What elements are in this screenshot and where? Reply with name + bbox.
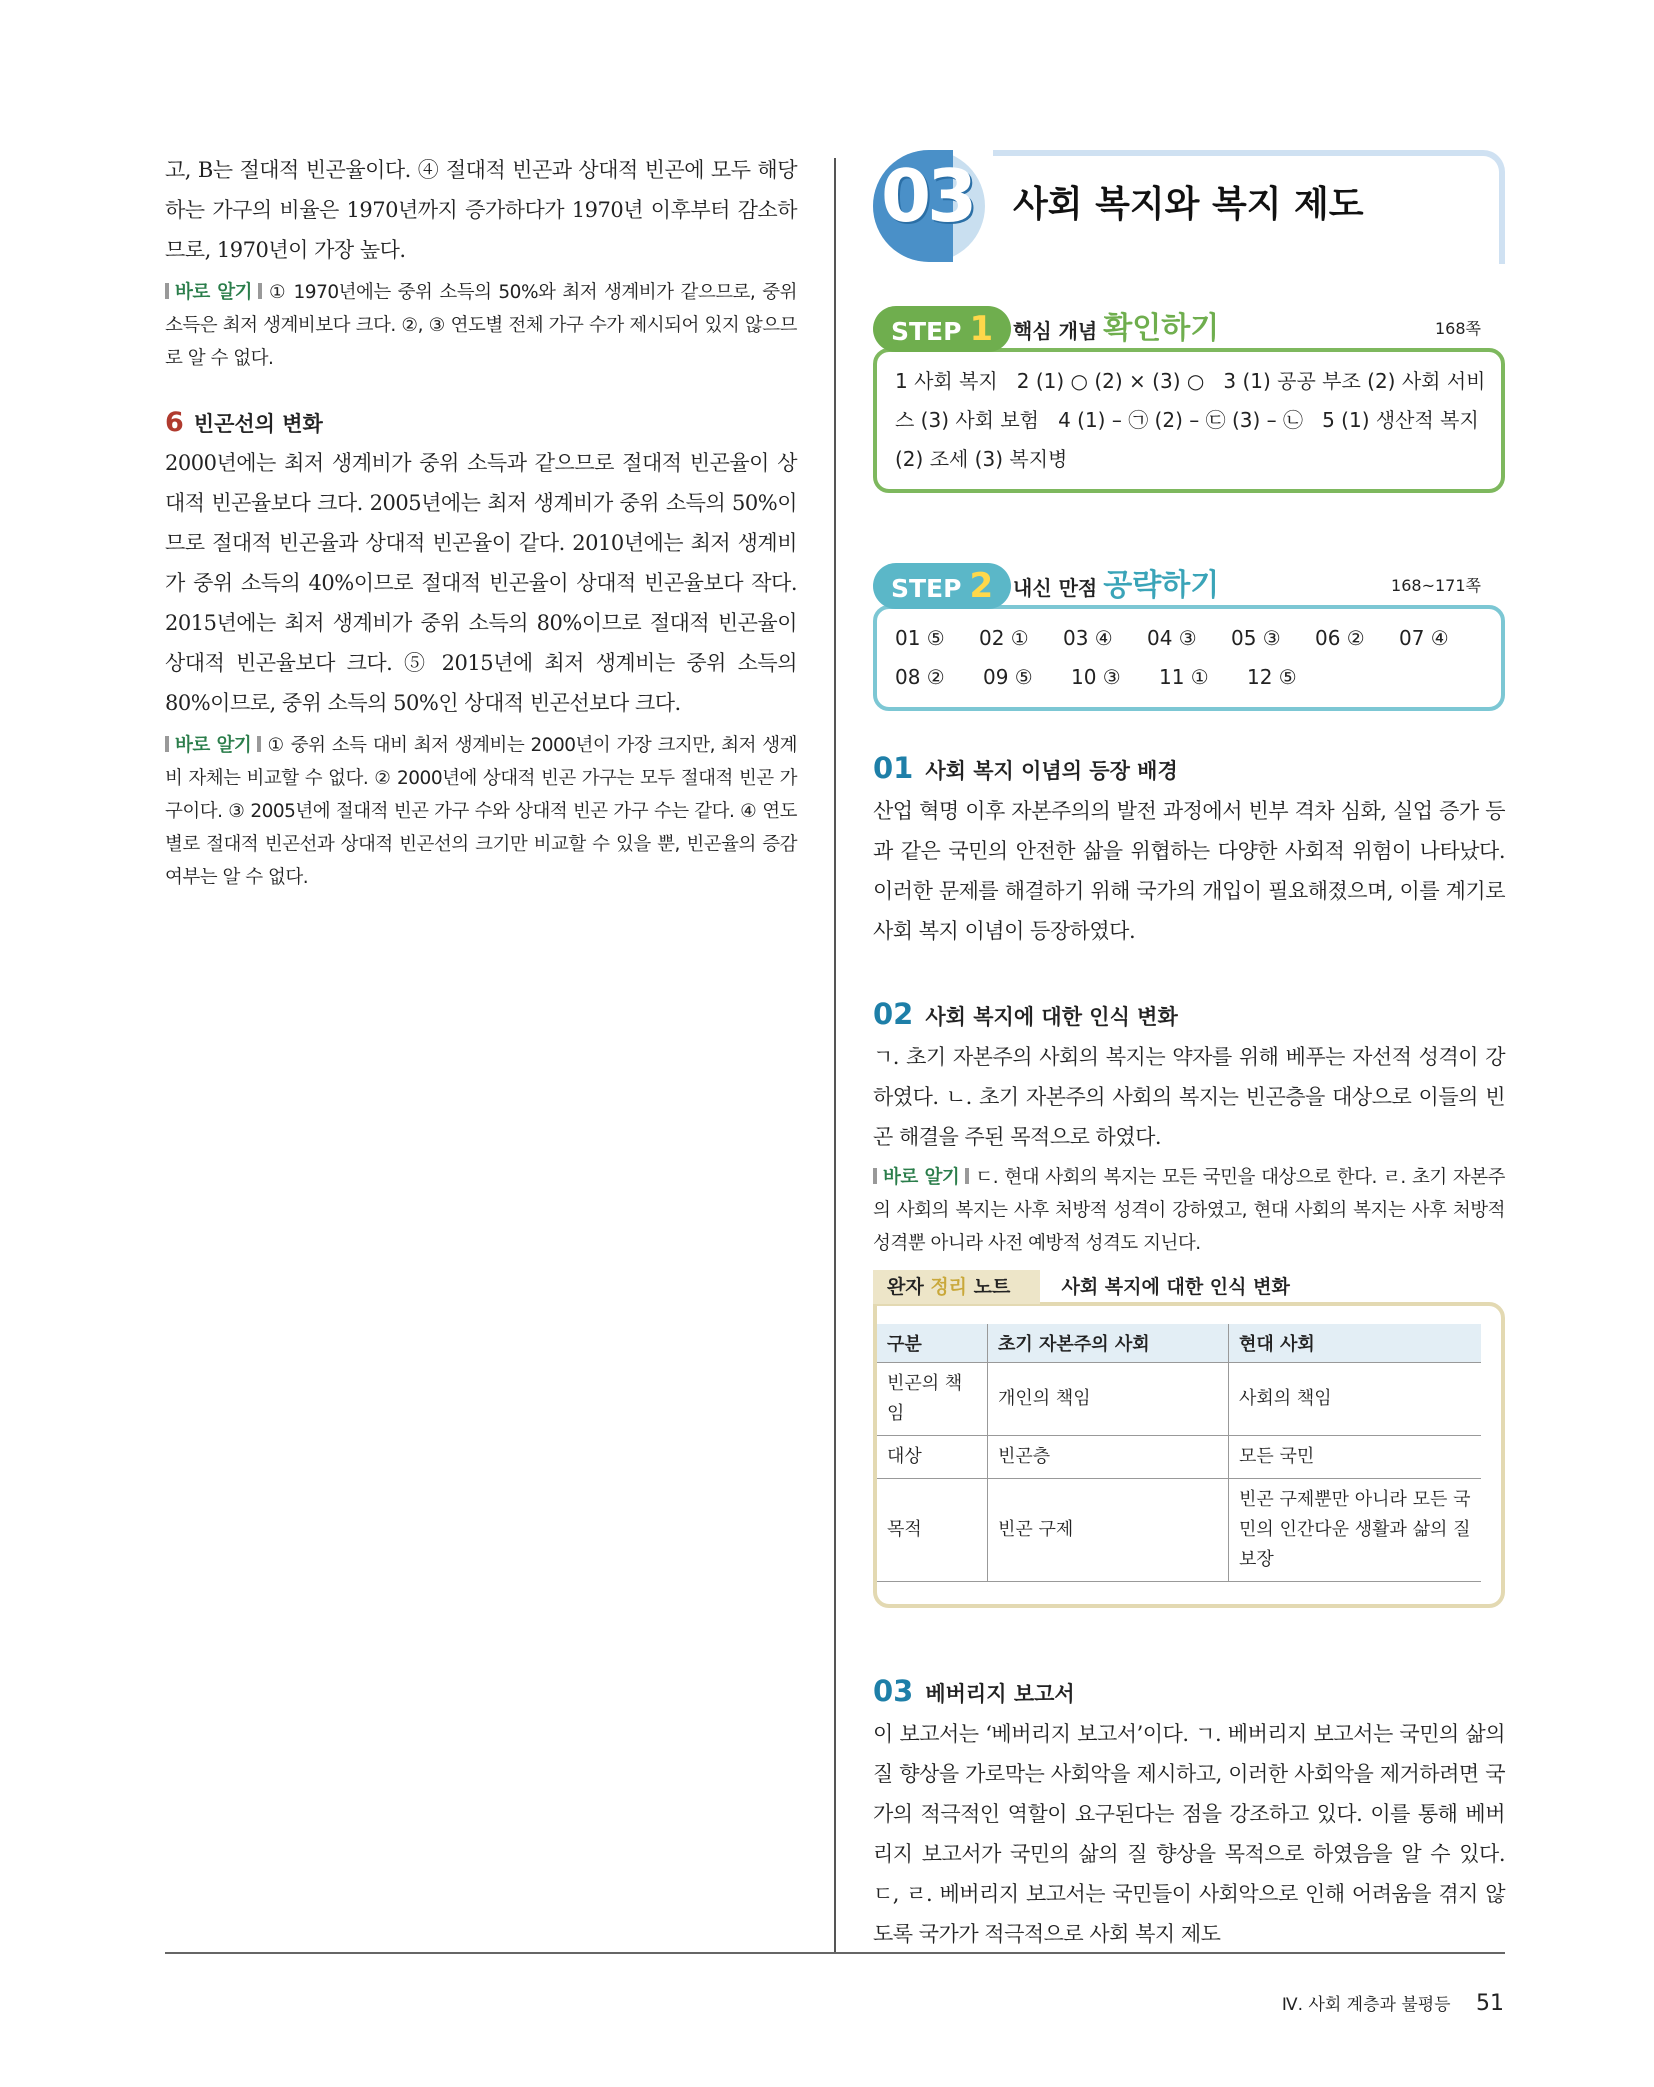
table-cell: 대상 <box>877 1436 988 1479</box>
step-2-panel <box>873 563 1505 711</box>
chapter-number: 03 <box>881 154 974 238</box>
answer-item: 02 ① <box>979 626 1029 650</box>
answer-item: 07 ④ <box>1399 626 1449 650</box>
answer-item: 11 ① <box>1159 665 1209 689</box>
table-cell: 빈곤 구제 <box>988 1479 1229 1582</box>
question-02-heading <box>873 991 1505 1037</box>
left-column <box>165 150 797 894</box>
step-1-label: 핵심 개념 확인하기 <box>1013 311 1220 346</box>
table-cell: 빈곤층 <box>988 1436 1229 1479</box>
question-03-title: 베버리지 보고서 <box>925 1682 1075 1706</box>
step-2-pill: STEP 2 <box>873 563 1011 609</box>
answer-item: 12 ⑤ <box>1247 665 1297 689</box>
note-card-box <box>873 1302 1505 1608</box>
note-card-subtitle: 사회 복지에 대한 인식 변화 <box>1061 1276 1290 1298</box>
right-column <box>873 150 1505 1954</box>
question-01-title: 사회 복지 이념의 등장 배경 <box>925 759 1178 783</box>
question-02-note-text: ㄷ. 현대 사회의 복지는 모든 국민을 대상으로 한다. ㄹ. 초기 자본주의 사회의 복지는 사후 처방적 성격이 강하였고, 현대 사회의 복지는 사후 처방적 성격뿐 아니라 사전 예방적 성격도 지닌다. <box>873 1167 1505 1254</box>
step-1-line-3: (2) 조세 (3) 복지병 <box>895 447 1068 471</box>
summary-note-card <box>873 1270 1505 1608</box>
step-1-number: 1 <box>969 309 994 349</box>
table-cell: 개인의 책임 <box>988 1363 1229 1436</box>
table-cell: 빈곤 구제뿐만 아니라 모든 국민의 인간다운 생활과 삶의 질 보장 <box>1229 1479 1482 1582</box>
answer-item: 03 ④ <box>1063 626 1113 650</box>
table-row <box>877 1479 1481 1582</box>
answer-item: 09 ⑤ <box>983 665 1033 689</box>
footer-chapter: Ⅳ. 사회 계층과 불평등 <box>1281 1995 1451 2015</box>
table-cell: 모든 국민 <box>1229 1436 1482 1479</box>
answer-item: 08 ② <box>895 665 945 689</box>
intro-note-text: ① 1970년에는 중위 소득의 50%와 최저 생계비가 같으므로, 중위 소득은 최저 생계비보다 크다. ②, ③ 연도별 전체 가구 수가 제시되어 있지 않으므로 알 수 없다. <box>165 282 797 369</box>
correction-badge: 바로 알기 <box>165 282 262 303</box>
answers-row-1 <box>895 619 1483 658</box>
step-1-panel <box>873 306 1505 493</box>
step-2-number: 2 <box>969 566 994 606</box>
question-03-heading <box>873 1668 1505 1714</box>
chapter-banner <box>873 150 1505 270</box>
table-header: 초기 자본주의 사회 <box>988 1324 1229 1363</box>
step-2-label: 내신 만점 공략하기 <box>1013 568 1220 603</box>
table-cell: 목적 <box>877 1479 988 1582</box>
note-card-title: 완자 정리 노트 <box>873 1270 1040 1304</box>
table-row <box>877 1436 1481 1479</box>
question-03-body: 이 보고서는 ‘베버리지 보고서’이다. ㄱ. 베버리지 보고서는 국민의 삶의 질 향상을 가로막는 사회악을 제시하고, 이러한 사회악을 제거하려면 국가의 적극적인 역할이 요구된다는 점을 강조하고 있다. 이를 통해 베버리지 보고서가 국민의 삶의 질 향상을 목적으로 하였음을 알 수 있다. ㄷ, ㄹ. 베버리지 보고서는 국민들이 사회악으로 인해 어려움을 겪지 않도록 국가가 적극적으로 사회 복지 제도 <box>873 1722 1505 1946</box>
section-6-body: 2000년에는 최저 생계비가 중위 소득과 같으므로 절대적 빈곤율이 상대적 빈곤율보다 크다. 2005년에는 최저 생계비가 중위 소득의 50%이므로 절대적 빈곤율과 상대적 빈곤율이 같다. 2010년에는 최저 생계비가 중위 소득의 40%이므로 절대적 빈곤율이 상대적 빈곤율보다 작다. 2015년에는 최저 생계비가 중위 소득의 80%이므로 절대적 빈곤율이 상대적 빈곤율보다 크다. ⑤ 2015년에 최저 생계비는 중위 소득의 80%이므로, 중위 소득의 50%인 상대적 빈곤선보다 크다. <box>165 451 797 715</box>
welfare-comparison-table <box>877 1324 1481 1582</box>
correction-badge: 바로 알기 <box>165 735 261 756</box>
correction-badge: 바로 알기 <box>873 1167 969 1188</box>
answers-row-2 <box>895 658 1483 697</box>
step-2-answers <box>873 605 1505 711</box>
question-02-note <box>873 1161 1505 1260</box>
question-01-heading <box>873 745 1505 791</box>
intro-paragraph: 고, B는 절대적 빈곤율이다. ④ 절대적 빈곤과 상대적 빈곤에 모두 해당하는 가구의 비율은 1970년까지 증가하다가 1970년 이후부터 감소하므로, 1970년이 가장 높다. <box>165 158 797 262</box>
table-header-row <box>877 1324 1481 1363</box>
section-6-heading <box>165 403 797 443</box>
table-row <box>877 1363 1481 1436</box>
page-footer <box>1282 1990 1504 2016</box>
question-03-number: 03 <box>873 1674 914 1708</box>
table-cell: 빈곤의 책임 <box>877 1363 988 1436</box>
footer-divider <box>165 1952 1505 1954</box>
step-1-pill: STEP 1 <box>873 306 1011 352</box>
chapter-title: 사회 복지와 복지 제도 <box>1013 184 1364 225</box>
step-1-line-2: 스 (3) 사회 보험 4 (1) – ㉠ (2) – ㉢ (3) – ㉡ 5 (1) 생산적 복지 <box>895 408 1479 432</box>
intro-note <box>165 276 797 375</box>
answer-item: 04 ③ <box>1147 626 1197 650</box>
column-divider <box>834 158 836 1953</box>
section-6-number: 6 <box>165 407 184 438</box>
answer-item: 05 ③ <box>1231 626 1281 650</box>
table-header: 구분 <box>877 1324 988 1363</box>
section-6-note <box>165 729 797 894</box>
step-1-line-1: 1 사회 복지 2 (1) ○ (2) × (3) ○ 3 (1) 공공 부조 (2) 사회 서비 <box>895 369 1486 393</box>
step-1-answers <box>873 348 1505 493</box>
question-02-number: 02 <box>873 997 914 1031</box>
step-2-page: 168~171쪽 <box>1391 576 1481 595</box>
section-6-note-text: ① 중위 소득 대비 최저 생계비는 2000년이 가장 크지만, 최저 생계비 자체는 비교할 수 없다. ② 2000년에 상대적 빈곤 가구는 모두 절대적 빈곤 가구이다. ③ 2005년에 절대적 빈곤 가구 수와 상대적 빈곤 가구 수는 같다. ④ 연도별로 절대적 빈곤선과 상대적 빈곤선의 크기만 비교할 수 있을 뿐, 빈곤율의 증감 여부는 알 수 없다. <box>165 735 797 888</box>
page-number: 51 <box>1476 1991 1504 2016</box>
table-cell: 사회의 책임 <box>1229 1363 1482 1436</box>
question-02-body: ㄱ. 초기 자본주의 사회의 복지는 약자를 위해 베푸는 자선적 성격이 강하였다. ㄴ. 초기 자본주의 사회의 복지는 빈곤층을 대상으로 이들의 빈곤 해결을 주된 목적으로 하였다. <box>873 1045 1505 1149</box>
section-6-title: 빈곤선의 변화 <box>193 412 323 436</box>
table-header: 현대 사회 <box>1229 1324 1482 1363</box>
answer-item: 06 ② <box>1315 626 1365 650</box>
step-1-page: 168쪽 <box>1435 319 1481 338</box>
question-02-title: 사회 복지에 대한 인식 변화 <box>925 1005 1178 1029</box>
answer-item: 10 ③ <box>1071 665 1121 689</box>
question-01-body: 산업 혁명 이후 자본주의의 발전 과정에서 빈부 격차 심화, 실업 증가 등과 같은 국민의 안전한 삶을 위협하는 다양한 사회적 위험이 나타났다. 이러한 문제를 해결하기 위해 국가의 개입이 필요해졌으며, 이를 계기로 사회 복지 이념이 등장하였다. <box>873 799 1505 943</box>
question-01-number: 01 <box>873 751 914 785</box>
answer-item: 01 ⑤ <box>895 626 945 650</box>
